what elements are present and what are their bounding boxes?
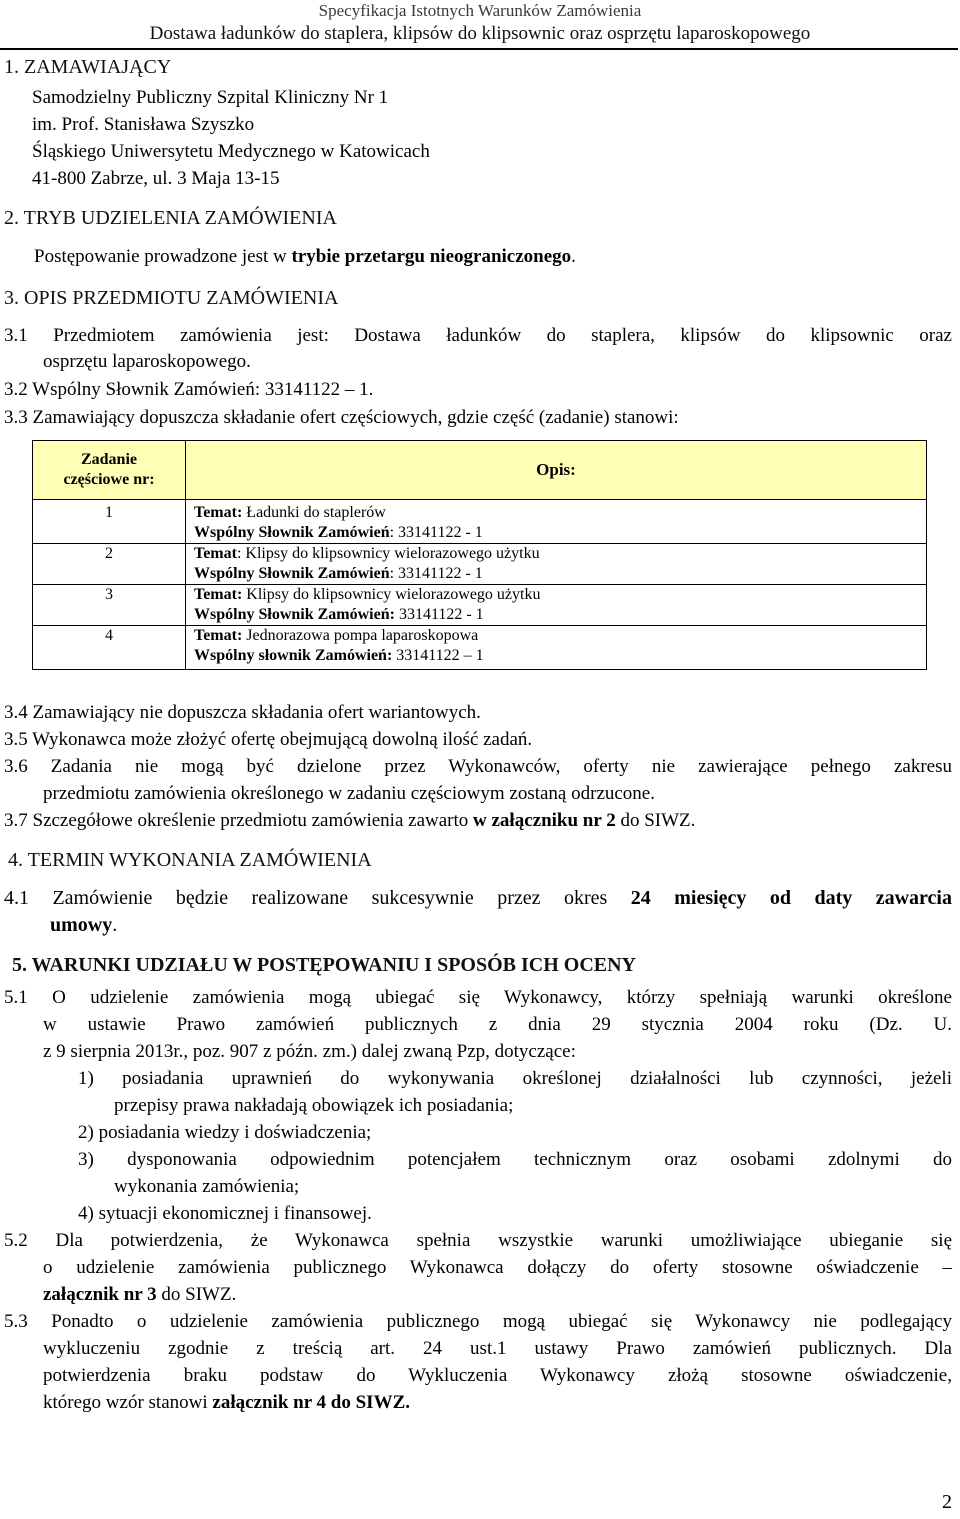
para-5-2-line-3: załącznik nr 3 do SIWZ. <box>43 1284 237 1305</box>
part-description: Temat: Ładunki do staplerów Wspólny Słownik Zamówień: 33141122 - 1 <box>186 500 927 544</box>
para-5-2-line-2: o udzielenie zamówienia publicznego Wykonawca dołączy do oferty stosowne oświadczenie – <box>43 1257 952 1278</box>
page-number: 2 <box>942 1491 952 1513</box>
section-4-heading: 4. TERMIN WYKONANIA ZAMÓWIENIA <box>8 849 372 871</box>
header-title: Specyfikacja Istotnych Warunków Zamówienia <box>318 1 642 20</box>
address-line-1: Samodzielny Publiczny Szpital Kliniczny Nr 1 <box>32 87 389 108</box>
para-5-3-line-3: potwierdzenia braku podstaw do Wykluczenia Wykonawcy złożą stosowne oświadczenie, <box>43 1365 952 1386</box>
section-1-heading: 1. ZAMAWIAJĄCY <box>4 56 172 78</box>
para-3-5: 3.5 Wykonawca może złożyć ofertę obejmującą dowolną ilość zadań. <box>4 729 533 750</box>
para-3-4: 3.4 Zamawiający nie dopuszcza składania ofert wariantowych. <box>4 702 481 723</box>
para-5-1-line-1: 5.1 O udzielenie zamówienia mogą ubiegać się Wykonawcy, którzy spełniają warunki określone <box>4 987 952 1008</box>
table-row <box>33 544 927 585</box>
para-3-6-line-2: przedmiotu zamówienia określonego w zadaniu częściowym zostaną odrzucone. <box>43 783 655 804</box>
para-3-6-line-1: 3.6 Zadania nie mogą być dzielone przez Wykonawców, oferty nie zawierające pełnego zakresu <box>4 756 952 777</box>
section-5-heading: 5. WARUNKI UDZIAŁU W POSTĘPOWANIU I SPOSÓB ICH OCENY <box>12 954 637 976</box>
para-5-3-line-1: 5.3 Ponadto o udzielenie zamówienia publicznego mogą ubiegać się Wykonawcy nie podlegający <box>4 1311 952 1332</box>
part-number: 2 <box>33 544 186 585</box>
table-row <box>33 500 927 544</box>
address-line-2: im. Prof. Stanisława Szyszko <box>32 114 255 135</box>
part-number: 3 <box>33 585 186 626</box>
para-5-1-line-2: w ustawie Prawo zamówień publicznych z dnia 29 stycznia 2004 roku (Dz. U. <box>43 1014 952 1035</box>
para-3-1-line-2: osprzętu laparoskopowego. <box>43 351 251 372</box>
para-4-1-line-1: 4.1 Zamówienie będzie realizowane sukcesywnie przez okres 24 miesięcy od daty zawarcia <box>4 887 952 909</box>
list-item-3-line-2: wykonania zamówienia; <box>114 1176 300 1197</box>
table-row <box>33 626 927 670</box>
section-2-heading: 2. TRYB UDZIELENIA ZAMÓWIENIA <box>4 207 337 229</box>
header-rule <box>0 48 958 50</box>
para-5-2-line-1: 5.2 Dla potwierdzenia, że Wykonawca spełnia wszystkie warunki umożliwiające ubieganie się <box>4 1230 952 1251</box>
para-5-3-line-4: którego wzór stanowi załącznik nr 4 do SIWZ. <box>43 1392 410 1413</box>
parts-table <box>32 440 927 670</box>
para-5-3-line-2: wykluczeniu zgodnie z treścią art. 24 ust.1 ustawy Prawo zamówień publicznych. Dla <box>43 1338 952 1359</box>
list-item-4: 4) sytuacji ekonomicznej i finansowej. <box>78 1203 372 1224</box>
table-row <box>33 585 927 626</box>
list-item-1-line-1: 1) posiadania uprawnień do wykonywania określonej działalności lub czynności, jeżeli <box>78 1068 952 1089</box>
col-part-number-header: Zadanie częściowe nr: <box>33 441 186 500</box>
para-3-2: 3.2 Wspólny Słownik Zamówień: 33141122 – 1. <box>4 379 374 400</box>
para-3-7: 3.7 Szczegółowe określenie przedmiotu zamówienia zawarto w załączniku nr 2 do SIWZ. <box>4 810 696 831</box>
part-description: Temat: Jednorazowa pompa laparoskopowa Wspólny słownik Zamówień: 33141122 – 1 <box>186 626 927 670</box>
para-3-1-line-1: 3.1 Przedmiotem zamówienia jest: Dostawa ładunków do staplera, klipsów do klipsownic oraz <box>4 325 952 346</box>
para-5-1-line-3: z 9 sierpnia 2013r., poz. 907 z późn. zm.) dalej zwaną Pzp, dotyczące: <box>43 1041 576 1062</box>
part-description: Temat: Klipsy do klipsownicy wielorazowego użytku Wspólny Słownik Zamówień: 33141122 - 1 <box>186 585 927 626</box>
list-item-1-line-2: przepisy prawa nakładają obowiązek ich posiadania; <box>114 1095 514 1116</box>
part-number: 1 <box>33 500 186 544</box>
address-line-4: 41-800 Zabrze, ul. 3 Maja 13-15 <box>32 168 280 189</box>
part-number: 4 <box>33 626 186 670</box>
part-description: Temat: Klipsy do klipsownicy wielorazowego użytku Wspólny Słownik Zamówień: 33141122 - 1 <box>186 544 927 585</box>
list-item-3-line-1: 3) dysponowania odpowiednim potencjałem technicznym oraz osobami zdolnymi do <box>78 1149 952 1170</box>
para-4-1-line-2: umowy. <box>50 914 118 936</box>
header-subtitle: Dostawa ładunków do staplera, klipsów do klipsownic oraz osprzętu laparoskopowego <box>149 23 811 44</box>
section-3-heading: 3. OPIS PRZEDMIOTU ZAMÓWIENIA <box>4 287 339 309</box>
list-item-2: 2) posiadania wiedzy i doświadczenia; <box>78 1122 372 1143</box>
para-3-3: 3.3 Zamawiający dopuszcza składanie ofert częściowych, gdzie część (zadanie) stanowi: <box>4 407 679 428</box>
col-description-header: Opis: <box>186 441 927 500</box>
procedure-mode: Postępowanie prowadzone jest w trybie przetargu nieograniczonego. <box>34 246 576 267</box>
table-header-row <box>33 441 927 500</box>
address-line-3: Śląskiego Uniwersytetu Medycznego w Katowicach <box>32 141 430 162</box>
